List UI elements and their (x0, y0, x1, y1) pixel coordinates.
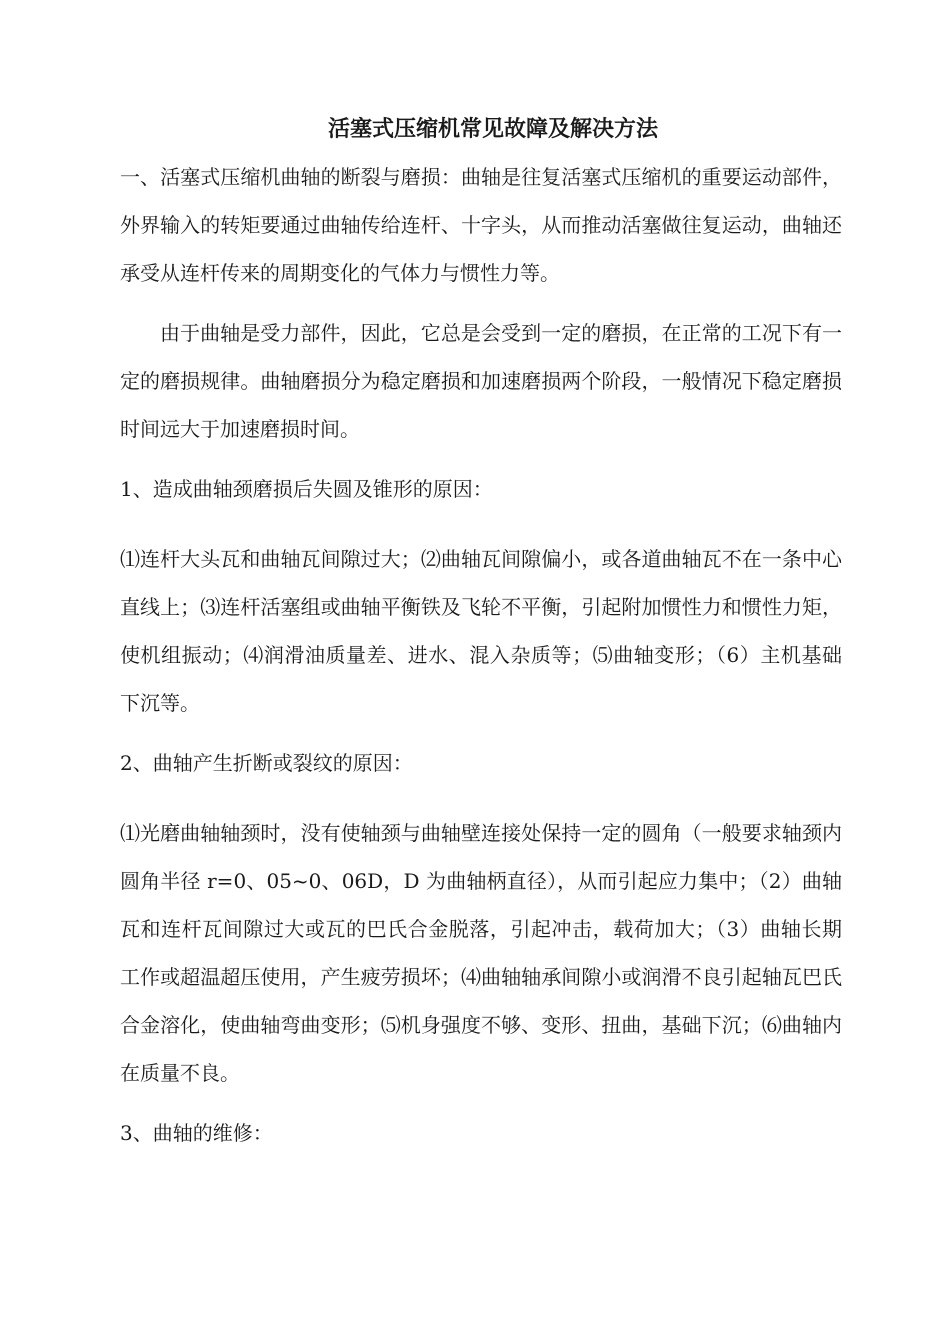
heading-crankshaft-repair: 3、曲轴的维修： (120, 1121, 273, 1145)
document-page (120, 105, 842, 1157)
journal-wear-causes-paragraph: ⑴连杆大头瓦和曲轴瓦间隙过大；⑵曲轴瓦间隙偏小，或各道曲轴瓦不在一条中心直线上；⑶连杆活塞组或曲轴平衡铁及飞轮不平衡，引起附加惯性力和惯性力矩，使机组振动；⑷润滑油质量差、进水、混入杂质等；⑸曲轴变形；（6）主机基础下沉等。 (120, 547, 842, 715)
fracture-causes-paragraph: ⑴光磨曲轴轴颈时，没有使轴颈与曲轴壁连接处保持一定的圆角（一般要求轴颈内圆角半径 r=0、05~0、06D，D 为曲轴柄直径），从而引起应力集中；（2）曲轴瓦和连杆瓦间隙过大或瓦的巴氏合金脱落，引起冲击，载荷加大；（3）曲轴长期工作或超温超压使用，产生疲劳损坏；⑷曲轴轴承间隙小或润滑不良引起轴瓦巴氏合金溶化，使曲轴弯曲变形；⑸机身强度不够、变形、扭曲，基础下沉；⑹曲轴内在质量不良。 (120, 821, 842, 1085)
section1-intro-paragraph: 一、活塞式压缩机曲轴的断裂与磨损：曲轴是往复活塞式压缩机的重要运动部件，外界输入的转矩要通过曲轴传给连杆、十字头，从而推动活塞做往复运动，曲轴还承受从连杆传来的周期变化的气体力与惯性力等。 (120, 165, 842, 285)
heading-fracture-causes: 2、曲轴产生折断或裂纹的原因： (120, 751, 413, 775)
heading-journal-wear-causes: 1、造成曲轴颈磨损后失圆及锥形的原因： (120, 477, 493, 501)
document-title: 活塞式压缩机常见故障及解决方法 (327, 116, 658, 142)
section1-wear-paragraph: 由于曲轴是受力部件，因此，它总是会受到一定的磨损，在正常的工况下有一定的磨损规律。曲轴磨损分为稳定磨损和加速磨损两个阶段，一般情况下稳定磨损时间远大于加速磨损时间。 (120, 321, 842, 441)
